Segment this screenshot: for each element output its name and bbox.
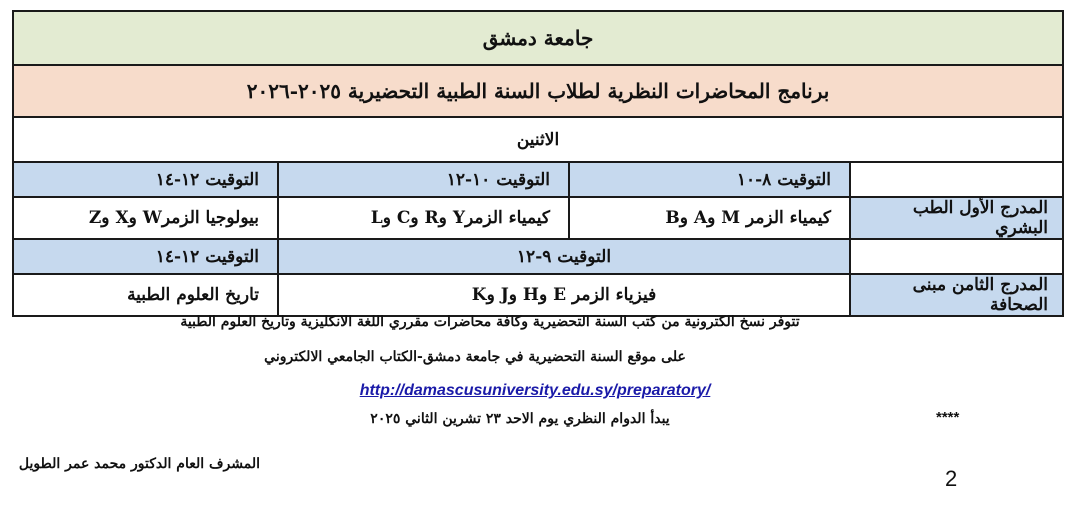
time-slot-9-12: التوقيت ٩-١٢ <box>278 239 850 274</box>
hall-name-2: المدرج الثامن مبنى الصحافة <box>850 274 1063 316</box>
empty-cell <box>850 162 1063 197</box>
day-row <box>13 117 1063 162</box>
page-number: 2 <box>945 466 958 491</box>
course-physics: فيزياء الزمر E وH وJ وK <box>278 274 850 316</box>
time-slot-12-14: التوقيت ١٢-١٤ <box>13 162 278 197</box>
empty-cell <box>850 239 1063 274</box>
time-slot-10-12: التوقيت ١٠-١٢ <box>278 162 569 197</box>
course-biology: بيولوجيا الزمرW وX وZ <box>13 197 278 239</box>
stars-marker: **** <box>936 409 960 426</box>
university-row <box>13 11 1063 65</box>
website-note: على موقع السنة التحضيرية في جامعة دمشق-الكتاب الجامعي الالكتروني <box>264 349 686 365</box>
preparatory-link[interactable]: http://damascusuniversity.edu.sy/preparatory/ <box>359 382 711 399</box>
hall1-course-row <box>13 197 1063 239</box>
hall1-time-row <box>13 162 1063 197</box>
hall2-time-row <box>13 239 1063 274</box>
supervisor-signature: المشرف العام الدكتور محمد عمر الطويل <box>18 456 260 472</box>
course-chemistry-2: كيمياء الزمرY وR وC وL <box>278 197 569 239</box>
university-name: جامعة دمشق <box>13 11 1063 65</box>
course-chemistry-1: كيمياء الزمر M وA وB <box>569 197 850 239</box>
ebook-note: تتوفر نسخ الكترونية من كتب السنة التحضيرية وكافة محاضرات مقرري اللغة الانكليزية وتاريخ العلوم الطبية <box>180 314 800 330</box>
start-date-note: يبدأ الدوام النظري يوم الاحد ٢٣ تشرين الثاني ٢٠٢٥ <box>370 411 670 427</box>
title-row <box>13 65 1063 117</box>
time-slot-8-10: التوقيت ٨-١٠ <box>569 162 850 197</box>
hall-name-1: المدرج الأول الطب البشري <box>850 197 1063 239</box>
time-slot-12-14-b: التوقيت ١٢-١٤ <box>13 239 278 274</box>
course-history: تاريخ العلوم الطبية <box>13 274 278 316</box>
day-label: الاثنين <box>13 117 1063 162</box>
schedule-title: برنامج المحاضرات النظرية لطلاب السنة الطبية التحضيرية ٢٠٢٥-٢٠٢٦ <box>13 65 1063 117</box>
schedule-table <box>12 10 1064 317</box>
hall2-course-row <box>13 274 1063 316</box>
